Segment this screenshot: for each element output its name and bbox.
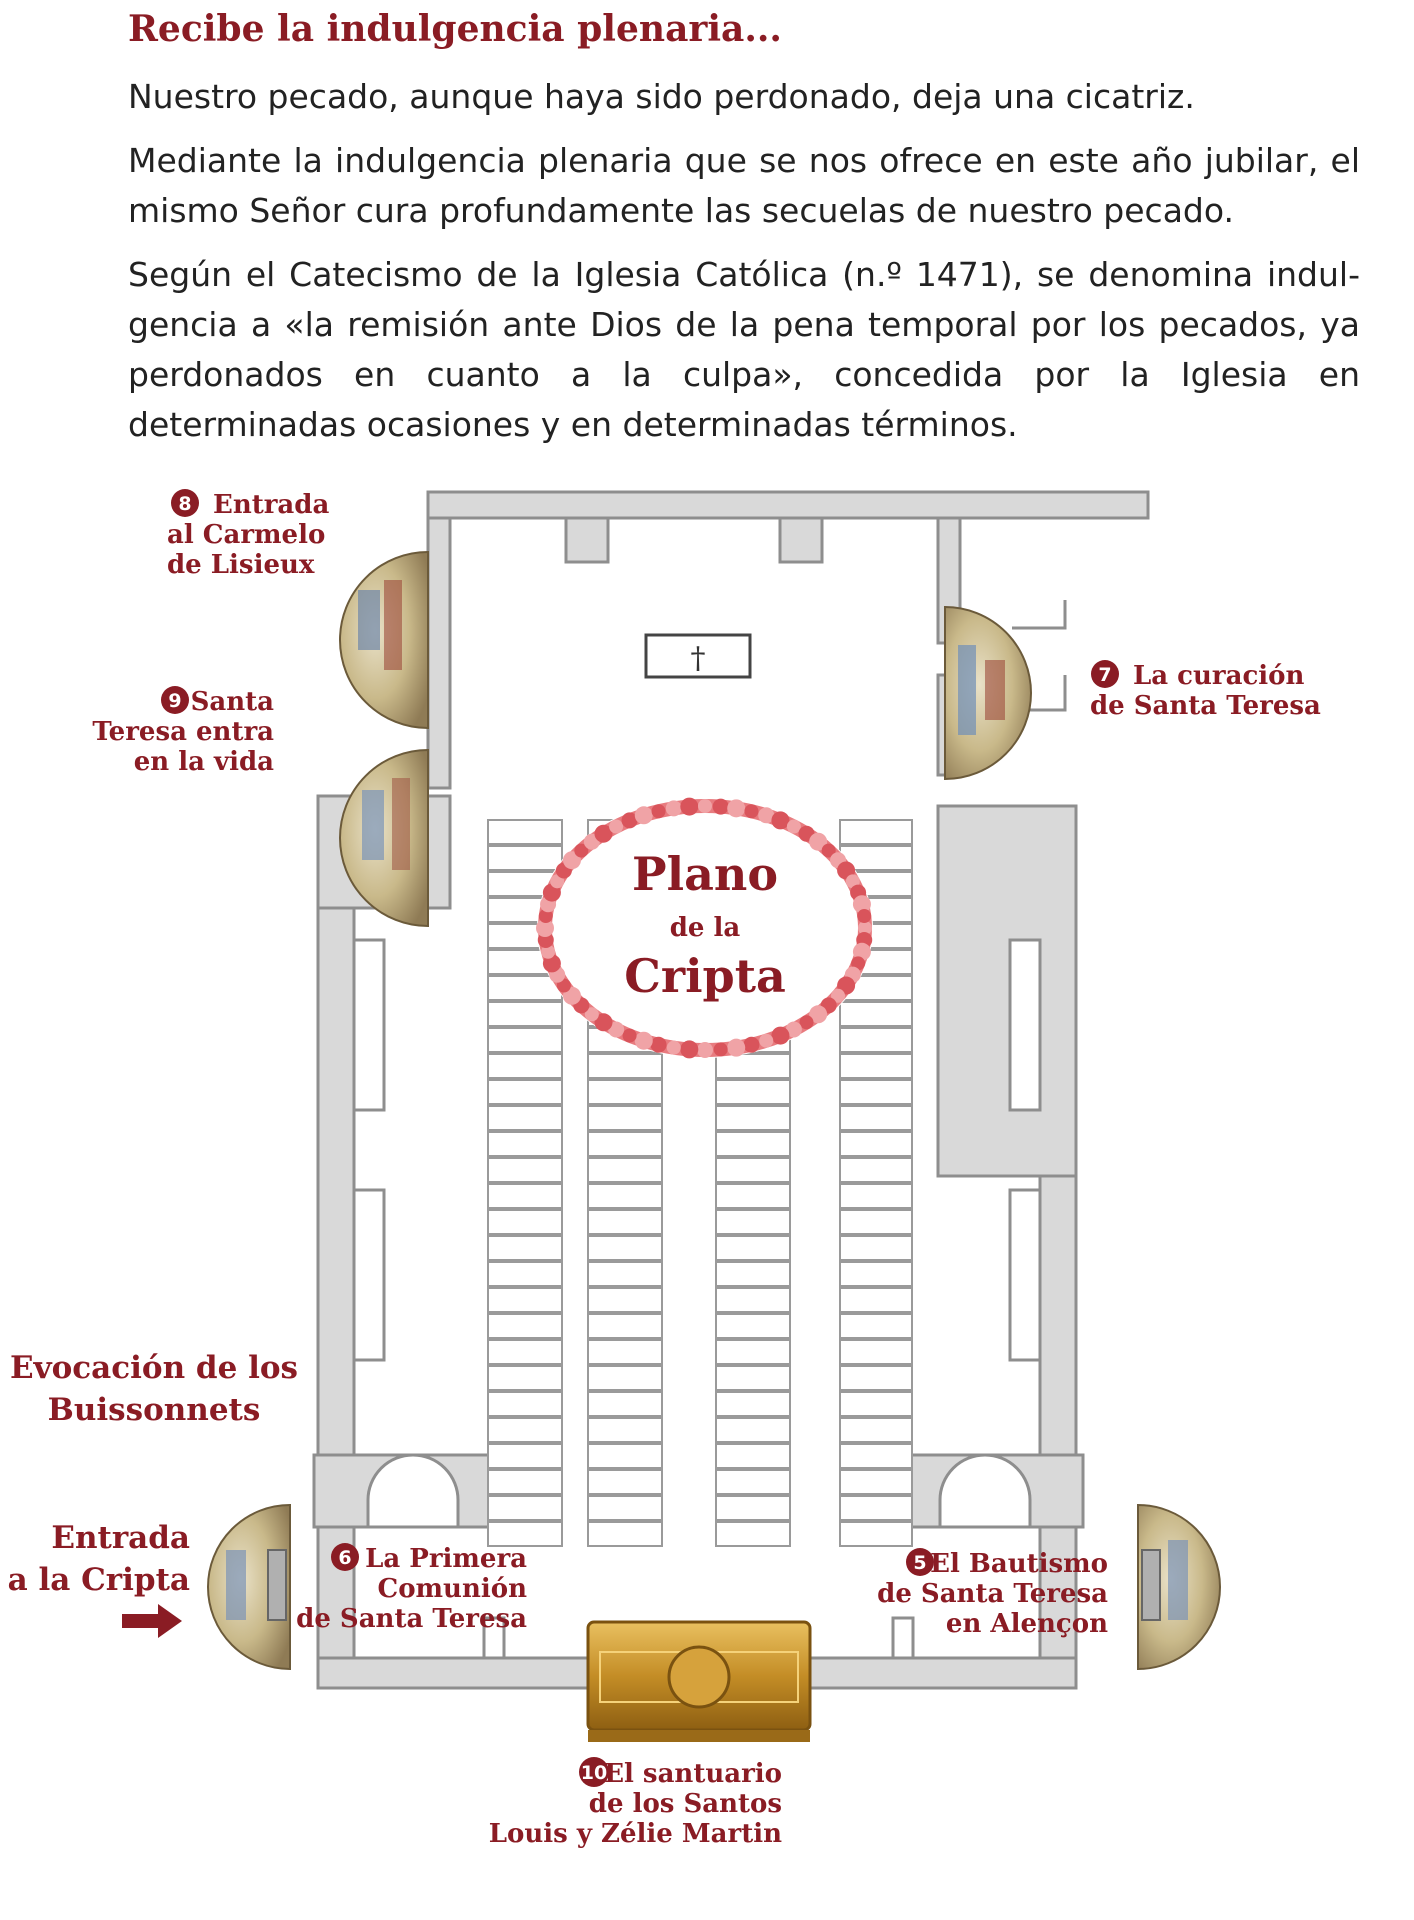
pew [716,1262,790,1286]
pew [588,1210,662,1234]
svg-text:en la vida: en la vida [133,747,274,777]
pew [488,1314,562,1338]
rose [727,799,745,817]
pew [840,1340,912,1364]
pew [716,1340,790,1364]
rose [743,1037,759,1053]
pew [840,1314,912,1338]
rose [727,1039,745,1057]
pew [488,1054,562,1078]
pew [588,1262,662,1286]
right-arch [940,1455,1030,1527]
pew [716,1522,790,1546]
pew [716,1106,790,1130]
rose [857,909,871,923]
paragraph-3: Según el Catecismo de la Iglesia Católica (n.º 1471), se denomina indulgencia a «la remisión ante Dios de la pena temporal por los pecados, ya perdonados en cuanto a la culpa», concedida por la Iglesia en determinadas ocasiones y en determinadas términos. [128,255,1360,444]
rose [771,1027,789,1045]
rose [713,799,729,815]
pew [588,1132,662,1156]
pew [840,1366,912,1390]
page-heading: Recibe la indulgencia plenaria... [128,8,782,50]
station-8 [167,489,329,580]
rose [787,820,801,834]
rose [635,806,653,824]
pew [716,1080,790,1104]
rose [623,1029,637,1043]
pew [840,1158,912,1182]
svg-text:de Santa Teresa: de Santa Teresa [877,1579,1108,1609]
station-7 [1090,660,1321,721]
pew [840,1444,912,1468]
pew [716,1054,790,1078]
pew [588,1184,662,1208]
pew [716,1132,790,1156]
pew [716,1496,790,1520]
svg-text:7: 7 [1098,664,1112,686]
pew [588,1418,662,1442]
paragraph-2: Mediante la indulgencia plenaria que se nos ofrece en este año jubilar, el mismo Señor cura profundamente las secuelas de nuestro pecado. [128,141,1360,230]
svg-text:Buissonnets: Buissonnets [47,1392,261,1428]
entrance-arrow-icon [122,1604,182,1638]
pew [588,1054,662,1078]
pew [488,1080,562,1104]
pew [488,1028,562,1052]
rose [651,1037,667,1053]
pew [840,1470,912,1494]
svg-text:de Santa Teresa: de Santa Teresa [296,1604,527,1634]
pew [488,1184,562,1208]
rose [714,1042,728,1056]
pew [716,1158,790,1182]
pew [588,1444,662,1468]
pew [588,1080,662,1104]
svg-text:Teresa entra: Teresa entra [92,717,274,747]
pew [488,1470,562,1494]
svg-text:Entrada: Entrada [213,490,330,520]
plan-title-line3: Cripta [624,949,786,1003]
pew [840,1496,912,1520]
pew [840,1262,912,1286]
plan-title-line2: de la [669,913,741,943]
pew [716,1210,790,1234]
pew [840,1236,912,1260]
entrance-label [8,1520,190,1598]
rose [652,804,666,818]
rose [609,820,623,834]
reliquary [588,1622,810,1742]
pew [488,820,562,844]
left-arch [368,1455,458,1527]
svg-text:Comunión: Comunión [377,1574,527,1604]
mosaic-8 [340,552,428,728]
pew [716,1236,790,1260]
rose [680,798,698,816]
svg-text:de Santa Teresa: de Santa Teresa [1090,691,1321,721]
pew [588,1236,662,1260]
svg-text:de los Santos: de los Santos [588,1789,782,1819]
svg-text:La Primera: La Primera [365,1544,527,1574]
rose [697,1042,713,1058]
svg-text:al Carmelo: al Carmelo [167,520,326,550]
rose [635,1032,653,1050]
pew [716,1288,790,1312]
pew [716,1444,790,1468]
rose [667,1041,681,1055]
pew [716,1392,790,1416]
svg-text:El Bautismo: El Bautismo [930,1549,1108,1579]
pew [840,1392,912,1416]
svg-text:a la Cripta: a la Cripta [7,1562,190,1598]
mosaic-7 [945,607,1031,779]
svg-text:10: 10 [580,1762,608,1784]
svg-text:en Alençon: en Alençon [945,1609,1108,1639]
pew [488,1106,562,1130]
pew [588,1340,662,1364]
intro-text [128,72,1360,464]
pew [488,1444,562,1468]
svg-text:6: 6 [338,1547,352,1569]
pew [716,1184,790,1208]
svg-text:9: 9 [168,690,182,712]
rose [759,1034,773,1048]
svg-text:La curación: La curación [1133,661,1305,691]
pew [488,1418,562,1442]
svg-text:de Lisieux: de Lisieux [167,550,315,580]
rose [744,804,758,818]
svg-text:El santuario: El santuario [604,1759,782,1789]
paragraph-1: Nuestro pecado, aunque haya sido perdonado, deja una cicatriz. [128,77,1195,116]
pew [840,1106,912,1130]
pew [488,1210,562,1234]
pew [588,1158,662,1182]
pew [716,1470,790,1494]
pew [840,1418,912,1442]
pew [840,1288,912,1312]
rose [666,800,682,816]
pew [488,1262,562,1286]
mosaic-5 [1138,1505,1220,1669]
pew [488,1158,562,1182]
pew [488,1522,562,1546]
pew [488,1002,562,1026]
station-9 [92,686,274,777]
pew [588,1366,662,1390]
pew [716,1418,790,1442]
pew [488,1236,562,1260]
plan-title-line1: Plano [632,847,778,901]
mosaic-6 [208,1505,290,1669]
pew [840,1028,912,1052]
cross-icon: † [690,641,706,676]
crypt-floor-plan [0,470,1414,1920]
rose [771,811,789,829]
pew [588,1470,662,1494]
svg-text:Evocación de los: Evocación de los [9,1350,299,1386]
pew [840,1210,912,1234]
pew [840,1132,912,1156]
pew [588,1392,662,1416]
pew [588,1106,662,1130]
rose [680,1040,698,1058]
svg-text:Entrada: Entrada [51,1520,190,1556]
pew [840,820,912,844]
pew [488,1288,562,1312]
svg-text:Santa: Santa [190,687,274,717]
station-10 [489,1757,782,1849]
pew [488,1132,562,1156]
pew [488,846,562,870]
pew [840,1080,912,1104]
pew [840,1184,912,1208]
rose [800,1015,814,1029]
svg-text:8: 8 [178,493,192,515]
svg-text:5: 5 [913,1552,927,1574]
pew [588,1522,662,1546]
pew [588,1314,662,1338]
pew [840,1054,912,1078]
rose [698,799,712,813]
pew [588,1496,662,1520]
pew [840,1002,912,1026]
pew [588,1288,662,1312]
pew [488,1392,562,1416]
evocation-label [10,1350,298,1428]
pew [488,1496,562,1520]
pew [716,1314,790,1338]
pew [840,1522,912,1546]
pew [488,1340,562,1364]
svg-text:Louis y Zélie Martin: Louis y Zélie Martin [488,1819,782,1849]
pew [488,1366,562,1390]
pew [716,1366,790,1390]
